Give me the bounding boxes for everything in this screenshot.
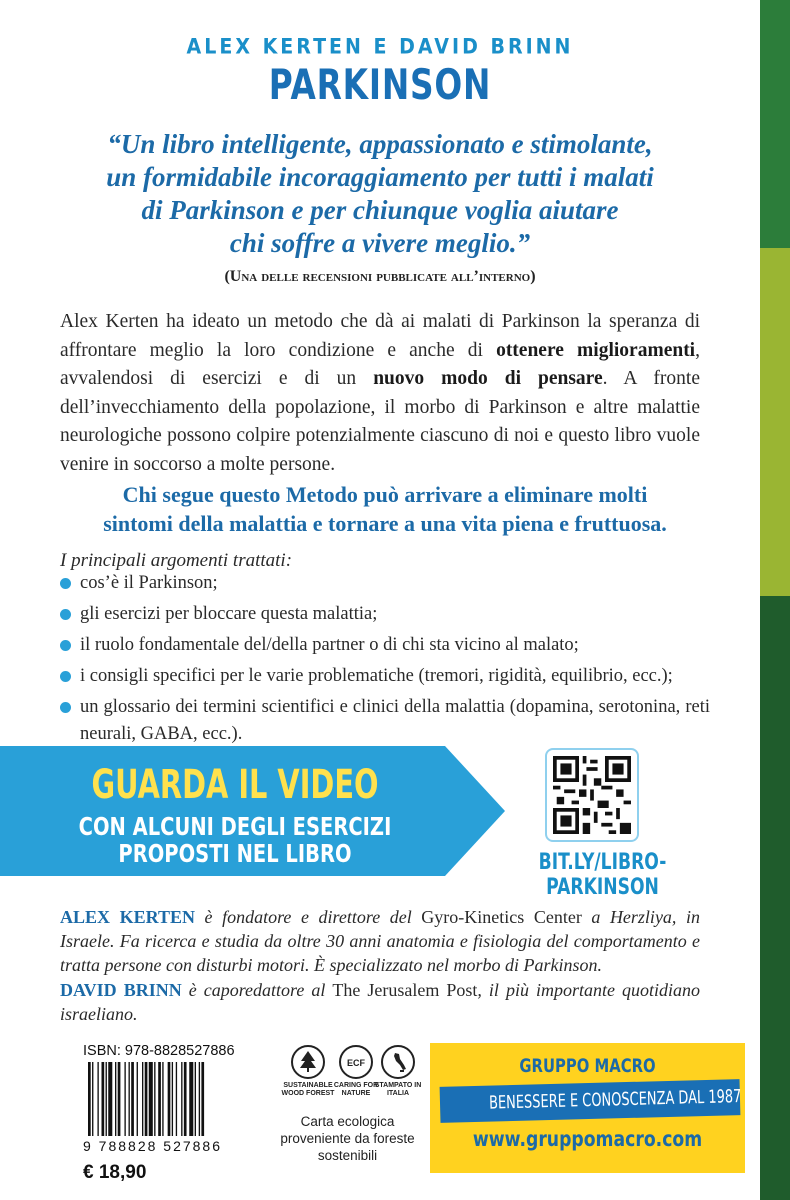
bio-text: The Jerusalem Post (332, 980, 478, 1000)
barcode-bar (118, 1062, 121, 1136)
highlight-statement (40, 480, 730, 538)
desc-bold: nuovo modo di pensare (373, 368, 603, 389)
barcode-bar (97, 1062, 98, 1136)
desc-text: , avvalendosi di esercizi e di un (60, 339, 700, 389)
desc-text: Alex Kerten ha ideato un metodo che dà ai malati di Parkinson la speranza di affrontare meglio la loro condizione e anche di (60, 311, 700, 361)
bio-text: , il più importante quotidiano israeliano. (60, 980, 700, 1024)
banner-subtext-line: PROPOSTI NEL LIBRO (118, 839, 352, 868)
barcode-bar (145, 1062, 148, 1136)
barcode-icon (88, 1062, 246, 1136)
bullet-icon (60, 578, 71, 589)
review-quote (40, 128, 720, 260)
list-item (60, 570, 710, 597)
barcode-bar (129, 1062, 130, 1136)
spine-stripe-middle (760, 248, 790, 596)
publisher-name: GRUPPO MACRO (519, 1055, 656, 1077)
barcode-bar (189, 1062, 193, 1136)
eco-label: STAMPATO IN ITALIA (374, 1082, 422, 1097)
bio-text: è fondatore e direttore del (194, 907, 422, 927)
barcode-bar (137, 1062, 138, 1136)
topics-list (60, 570, 710, 752)
barcode-bar (181, 1062, 182, 1136)
list-item (60, 694, 710, 747)
author-name: ALEX KERTEN (60, 907, 195, 927)
italy-icon (381, 1045, 415, 1079)
barcode-bar (102, 1062, 105, 1136)
highlight-line: sintomi della malattia e tornare a una vita piena e fruttuosa. (103, 511, 667, 536)
banner-headline: GUARDA IL VIDEO (91, 762, 379, 808)
bullet-icon (60, 702, 71, 713)
barcode-bar (88, 1062, 91, 1136)
price: € 18,90 (83, 1162, 147, 1183)
bio-text: Gyro-Kinetics Center (421, 907, 582, 927)
quote-line: “Un libro intelligente, appassionato e stimolante, (107, 129, 653, 159)
tree-icon (291, 1045, 325, 1079)
bio-brinn (60, 978, 700, 1026)
bio-text: è caporedattore al (181, 980, 333, 1000)
spine-stripe-top (760, 0, 790, 248)
description (60, 308, 700, 479)
bio-text: a Herzliya, in Israele. Fa ricerca e studia da oltre 30 anni anatomia e fisiologia del comportamento e tratta persone con disturbi motori. È specializzato nel morbo di Parkinson. (60, 907, 700, 975)
list-item (60, 632, 710, 659)
list-item-text: il ruolo fondamentale del/della partner o di chi sta vicino al malato; (80, 635, 579, 655)
ecf-text: ECF (347, 1058, 365, 1068)
publisher-url[interactable]: www.gruppomacro.com (472, 1127, 703, 1151)
quote-source: (Una delle recensioni pubblicate all’interno) (224, 268, 536, 285)
barcode-bar (201, 1062, 204, 1136)
barcode-bar (168, 1062, 171, 1136)
barcode-bar (149, 1062, 153, 1136)
eco-paper-note: Carta ecologica proveniente da foreste sostenibili (280, 1114, 415, 1163)
barcode-bar (195, 1062, 196, 1136)
video-link[interactable]: BIT.LY/LIBRO-PARKINSON (538, 850, 667, 900)
eco-label: SUSTAINABLE WOOD FOREST (281, 1082, 335, 1097)
quote-line: di Parkinson e per chiunque voglia aiutare (141, 195, 619, 225)
barcode-bar (154, 1062, 155, 1136)
bullet-icon (60, 640, 71, 651)
barcode-bar (131, 1062, 134, 1136)
barcode-bar (106, 1062, 107, 1136)
banner-subtext-line: CON ALCUNI DEGLI ESERCIZI (78, 812, 392, 841)
qr-code-icon[interactable] (545, 748, 639, 842)
desc-bold: ottenere miglioramenti (496, 339, 696, 361)
barcode-bar (124, 1062, 125, 1136)
author-name: DAVID BRINN (60, 980, 182, 1000)
barcode-bar (92, 1062, 93, 1136)
barcode-bar (162, 1062, 163, 1136)
quote-line: chi soffre a vivere meglio.” (229, 228, 531, 258)
authors: ALEX KERTEN E DAVID BRINN (186, 34, 574, 60)
bullet-icon (60, 609, 71, 620)
list-item (60, 663, 710, 690)
desc-text: . A fronte dell’invecchiamento della popolazione, il morbo di Parkinson e altre malattie neurologiche possono colpire potenzialmente ciascuno di noi e questo libro vuole venire in soccorso a molte persone. (60, 368, 700, 475)
highlight-line: Chi segue questo Metodo può arrivare a eliminare molti (122, 482, 648, 507)
quote-line: un formidabile incoraggiamento per tutti i malati (106, 162, 654, 192)
banner-subtext (52, 813, 419, 867)
isbn: ISBN: 978-8828527886 (83, 1043, 235, 1059)
barcode-bar (108, 1062, 112, 1136)
slogan-text: BENESSERE E CONOSCENZA DAL 1987 (488, 1086, 742, 1114)
barcode-bar (158, 1062, 161, 1136)
barcode-bar (176, 1062, 177, 1136)
list-item-text: un glossario dei termini scientifici e clinici della malattia (dopamina, serotonina, reti neurali, GABA, ecc.). (80, 697, 710, 744)
book-title: PARKINSON (268, 60, 492, 109)
list-item-text: gli esercizi per bloccare questa malattia; (80, 604, 378, 624)
ecf-icon (339, 1045, 373, 1079)
barcode-bar (199, 1062, 200, 1136)
bullet-icon (60, 671, 71, 682)
topics-heading: I principali argomenti trattati: (60, 550, 293, 571)
barcode-bar (115, 1062, 116, 1136)
list-item (60, 601, 710, 628)
barcode-bar (142, 1062, 143, 1136)
barcode-bar (172, 1062, 173, 1136)
eco-label: CARING FOR NATURE (333, 1082, 379, 1097)
list-item-text: i consigli specifici per le varie problematiche (tremori, rigidità, equilibrio, ecc.); (80, 666, 673, 686)
list-item-text: cos’è il Parkinson; (80, 573, 218, 593)
qr-pattern (553, 756, 631, 834)
bio-kerten (60, 905, 700, 977)
barcode-bar (184, 1062, 187, 1136)
barcode-digits: 9 788828 527886 (83, 1138, 222, 1154)
spine-stripe-bottom (760, 596, 790, 1200)
